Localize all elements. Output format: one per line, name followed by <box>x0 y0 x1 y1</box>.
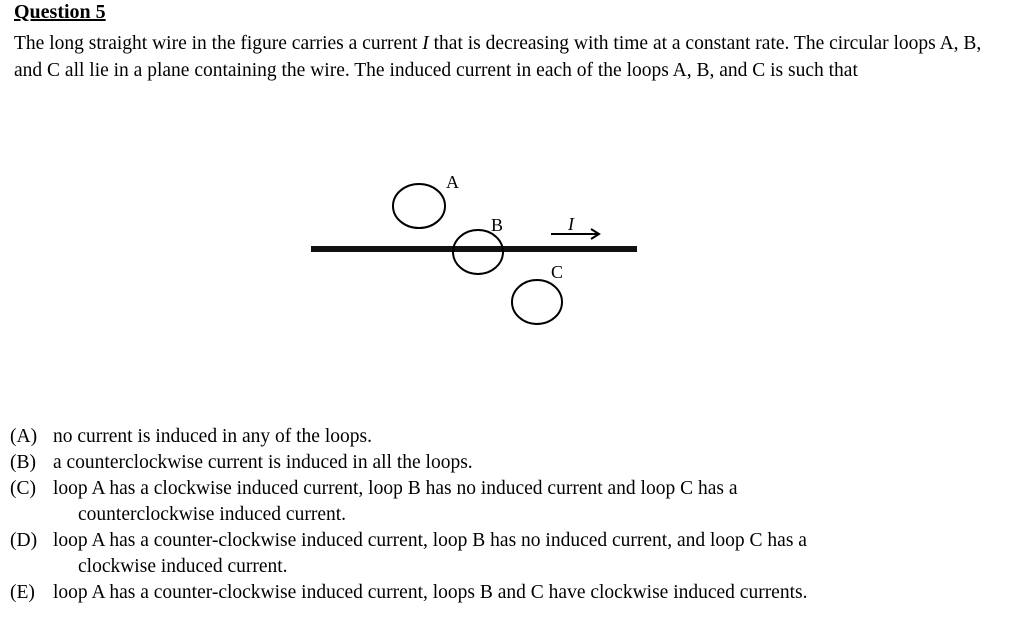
option-text-continued: counterclockwise induced current. <box>78 504 347 525</box>
stem-part2: that is decreasing with time at a constant rate. The circular loops A, B, and C all lie in a plane containing the wire. The induced current in each of the loops A, B, and C is such that <box>14 33 982 81</box>
label-c: C <box>551 262 564 282</box>
question-title: Question 5 <box>14 1 106 23</box>
option-letter: (D) <box>10 530 38 551</box>
current-arrow-icon <box>551 229 599 239</box>
answer-options <box>10 424 1010 606</box>
option-text: no current is induced in any of the loops. <box>53 426 372 447</box>
straight-wire <box>311 246 637 252</box>
option-e[interactable] <box>10 580 1010 606</box>
option-letter: (C) <box>10 478 36 499</box>
option-letter: (E) <box>10 582 35 603</box>
option-text: loop A has a clockwise induced current, loop B has no induced current and loop C has a <box>53 478 738 499</box>
option-text: loop A has a counter-clockwise induced current, loops B and C have clockwise induced currents. <box>53 582 808 603</box>
option-text: loop A has a counter-clockwise induced current, loop B has no induced current, and loop C has a <box>53 530 807 551</box>
option-a[interactable] <box>10 424 1010 450</box>
current-symbol: I <box>422 33 429 54</box>
option-b[interactable] <box>10 450 1010 476</box>
loop-c <box>512 280 562 324</box>
label-b: B <box>491 215 504 235</box>
stem-part1: The long straight wire in the figure carries a current <box>14 33 423 54</box>
option-c[interactable] <box>10 476 1010 528</box>
label-current: I <box>568 214 574 234</box>
option-text-continued: clockwise induced current. <box>78 556 288 577</box>
label-a: A <box>446 172 459 192</box>
loop-a <box>393 184 445 228</box>
option-d[interactable] <box>10 528 1010 580</box>
option-letter: (A) <box>10 426 38 447</box>
option-text: a counterclockwise current is induced in all the loops. <box>53 452 473 473</box>
option-letter: (B) <box>10 452 36 473</box>
